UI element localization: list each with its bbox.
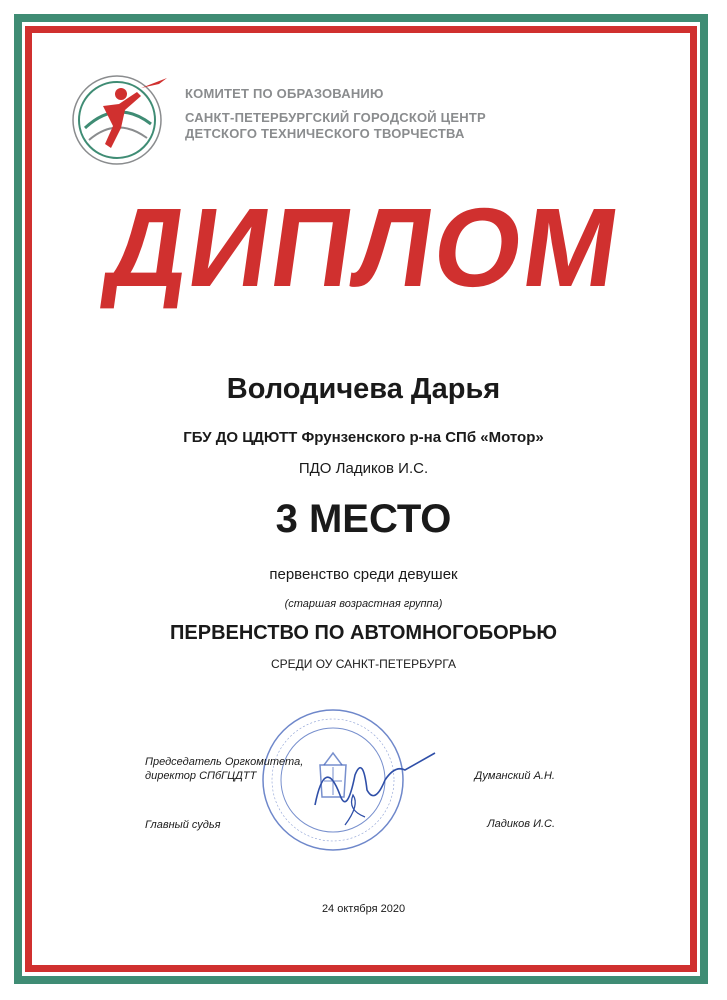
award-event: ПЕРВЕНСТВО ПО АВТОМНОГОБОРЬЮ xyxy=(170,622,557,644)
center-line: САНКТ-ПЕТЕРБУРГСКИЙ ГОРОДСКОЙ ЦЕНТР xyxy=(185,110,486,125)
organization-header xyxy=(185,86,486,142)
diploma-title: ДИПЛОМ xyxy=(98,185,629,310)
center-line-2: ДЕТСКОГО ТЕХНИЧЕСКОГО ТВОРЧЕСТВА xyxy=(185,126,465,141)
handwritten-signature-icon xyxy=(305,735,440,835)
award-place: 3 МЕСТО xyxy=(275,497,452,541)
recipient-school: ГБУ ДО ЦДЮТТ Фрунзенского р-на СПб «Мотор» xyxy=(183,429,544,446)
recipient-teacher: ПДО Ладиков И.С. xyxy=(298,460,429,477)
recipient-name: Володичева Дарья xyxy=(226,373,501,405)
award-among: СРЕДИ ОУ САНКТ-ПЕТЕРБУРГА xyxy=(270,657,457,671)
judge-label: Главный судья xyxy=(145,819,221,831)
chair-label-line1: Председатель Оргкомитета, xyxy=(145,756,304,768)
chair-label xyxy=(145,755,303,783)
award-date: 24 октября 2020 xyxy=(321,903,406,915)
chair-name: Думанский А.Н. xyxy=(474,770,555,782)
committee-line: КОМИТЕТ ПО ОБРАЗОВАНИЮ xyxy=(185,86,384,101)
award-category: первенство среди девушек xyxy=(269,566,458,583)
award-age-group: (старшая возрастная группа) xyxy=(284,598,443,610)
organization-logo-icon xyxy=(55,58,179,182)
judge-name: Ладиков И.С. xyxy=(487,818,555,830)
chair-label-line2: директор СПбГЦДТТ xyxy=(145,770,257,782)
